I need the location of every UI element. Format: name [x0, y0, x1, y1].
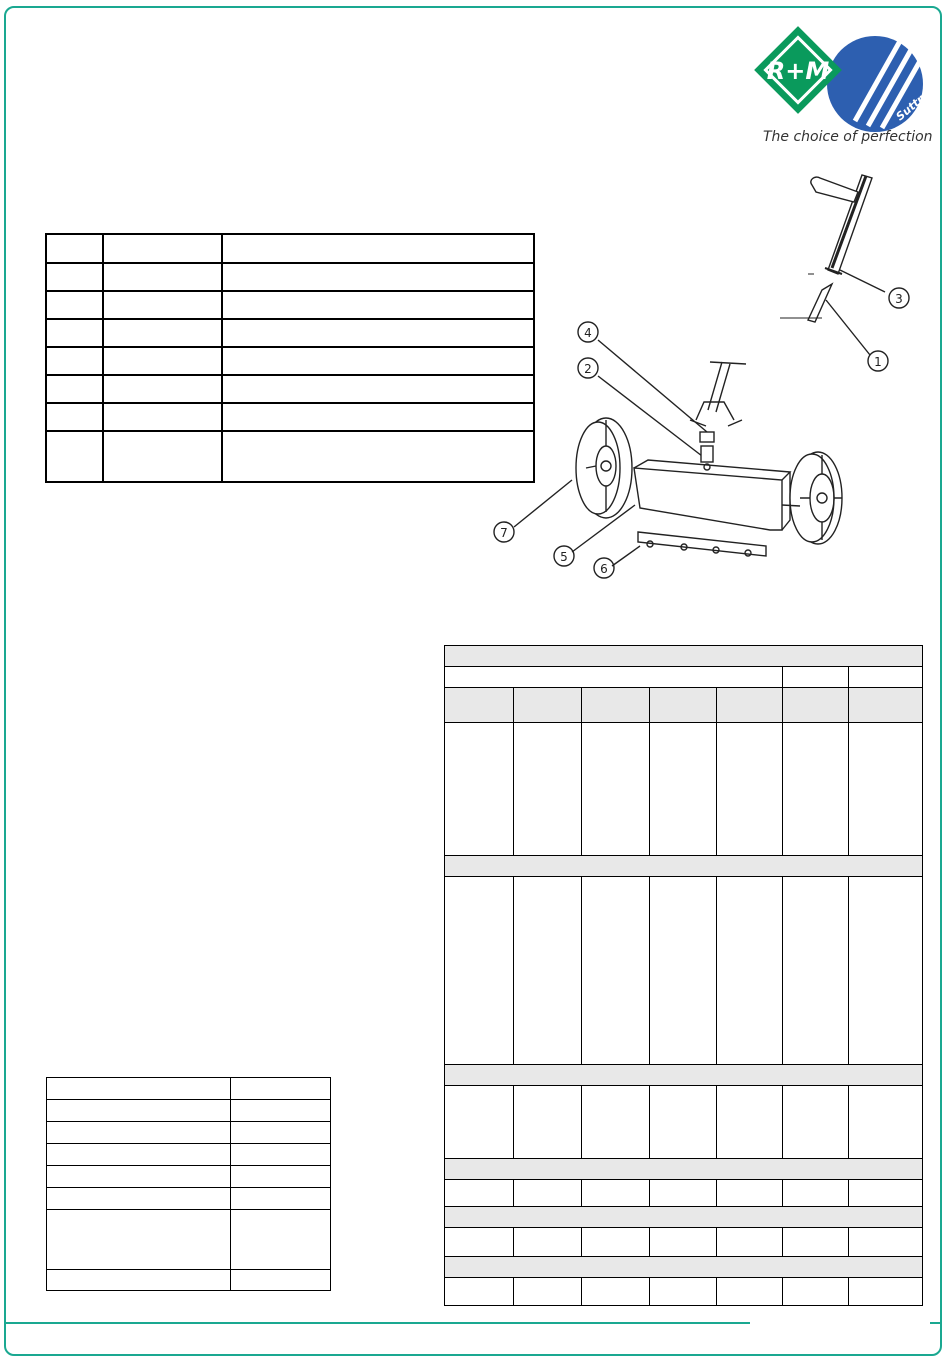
- table-row: [445, 1278, 923, 1306]
- footer-line-right: [930, 1322, 942, 1324]
- table-row: [46, 403, 534, 431]
- nozzle-table: [444, 645, 923, 1306]
- callout-5: 5: [560, 550, 568, 564]
- table-row: [46, 319, 534, 347]
- exploded-view-drawing: [470, 160, 940, 600]
- section-row: [445, 1159, 923, 1180]
- table-row: [47, 1188, 331, 1210]
- tagline: The choice of perfection: [763, 129, 933, 145]
- suttner-text: Suttner: [893, 83, 938, 124]
- table-row: [47, 1210, 331, 1270]
- callout-7: 7: [500, 526, 508, 540]
- table-row: [47, 1122, 331, 1144]
- table-title-row: [445, 646, 923, 667]
- section-row: [445, 1257, 923, 1278]
- table-row: [47, 1144, 331, 1166]
- table-row: [46, 234, 534, 263]
- column-header-row: [445, 688, 923, 723]
- section-row: [445, 1065, 923, 1086]
- table-row: [46, 431, 534, 482]
- callout-3: 3: [895, 292, 903, 306]
- table-row: [47, 1270, 331, 1291]
- table-row: [46, 347, 534, 375]
- table-header-row: [445, 667, 923, 688]
- footer-line: [6, 1322, 750, 1324]
- table-row: [46, 291, 534, 319]
- table-row: [445, 877, 923, 1065]
- callout-2: 2: [584, 362, 592, 376]
- table-row: [445, 1180, 923, 1207]
- table-row: [445, 723, 923, 856]
- section-row: [445, 856, 923, 877]
- spec-table: [46, 1077, 331, 1291]
- table-row: [445, 1228, 923, 1257]
- table-row: [47, 1078, 331, 1100]
- callout-1: 1: [874, 355, 882, 369]
- table-row: [47, 1166, 331, 1188]
- parts-table: [45, 233, 535, 483]
- table-row: [46, 375, 534, 403]
- table-row: [46, 263, 534, 291]
- logo-rm-text: R+M: [766, 57, 830, 85]
- table-row: [445, 1086, 923, 1159]
- section-row: [445, 1207, 923, 1228]
- callout-4: 4: [584, 326, 592, 340]
- table-row: [47, 1100, 331, 1122]
- callout-6: 6: [600, 562, 608, 576]
